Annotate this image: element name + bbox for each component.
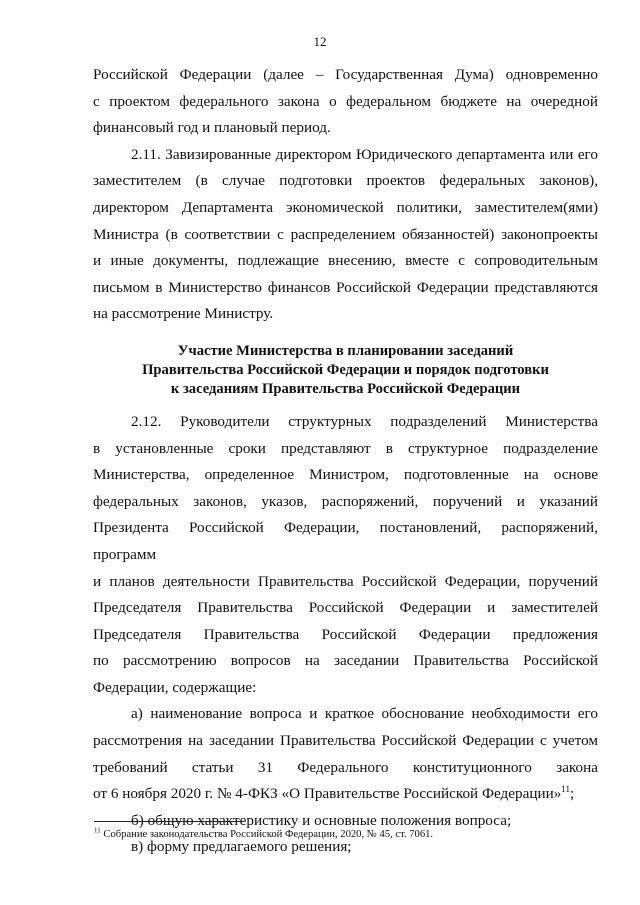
footnote-separator	[94, 821, 244, 822]
clause-2-11-line-5: и иные документы, подлежащие внесению, вместе с сопроводительным	[93, 252, 598, 270]
item-a-line-4-text: от 6 ноября 2020 г. № 4-ФКЗ «О Правительстве Российской Федерации»	[93, 785, 562, 803]
clause-2-12-line-3: Министерства, определенное Министром, подготовленные на основе	[93, 466, 598, 484]
clause-2-12-line-1: 2.12. Руководители структурных подразделений Министерства	[131, 412, 598, 430]
clause-2-12-line-9: по рассмотрению вопросов на заседании Правительства Российской	[93, 652, 598, 670]
footnote-marker: 11	[94, 826, 101, 835]
clause-2-12-line-2: в установленные сроки представляют в структурное подразделение	[93, 439, 598, 457]
clause-2-12-line-7: Председателя Правительства Российской Федерации и заместителей	[93, 599, 598, 617]
item-a-line-3: требований статьи 31 Федерального конституционного закона	[93, 758, 598, 776]
section-heading	[93, 342, 598, 399]
item-a-line-2: рассмотрения на заседании Правительства Российской Федерации с учетом	[93, 732, 598, 750]
section-heading-line-1: Участие Министерства в планировании заседаний	[177, 342, 514, 359]
clause-2-12-line-10: Федерации, содержащие:	[93, 678, 257, 696]
item-a-line-4-end: ;	[569, 785, 575, 803]
footnote-reference[interactable]: 11	[561, 784, 570, 795]
clause-2-11-line-2: заместителем (в случае подготовки проектов федеральных законов),	[93, 172, 598, 190]
clause-2-12-line-8: Председателя Правительства Российской Федерации предложения	[93, 625, 598, 643]
item-c: в) форму предлагаемого решения;	[131, 838, 352, 856]
clause-2-11-line-3: директором Департамента экономической политики, заместителем(ями)	[93, 198, 598, 216]
clause-2-12-line-6: и планов деятельности Правительства Российской Федерации, поручений	[93, 572, 598, 590]
intro-line-2: с проектом федерального закона о федеральном бюджете на очередной	[93, 92, 598, 110]
clause-2-11-line-4: Министра (в соответствии с распределением обязанностей) законопроекты	[93, 225, 598, 243]
footnote-text: Собрание законодательства Российской Федерации, 2020, № 45, ст. 7061.	[100, 829, 434, 840]
clause-2-12-line-4: федеральных законов, указов, распоряжений, поручений и указаний	[93, 492, 598, 510]
document-body	[93, 62, 598, 861]
item-a-line-4	[93, 781, 598, 808]
page-number: 12	[313, 34, 327, 49]
section-heading-line-2: Правительства Российской Федерации и порядок подготовки	[142, 361, 549, 378]
intro-line-3: финансовый год и плановый период.	[93, 119, 331, 137]
clause-2-12-line-5: Президента Российской Федерации, постановлений, распоряжений, программ	[93, 519, 598, 563]
clause-2-11-line-7: на рассмотрение Министру.	[93, 305, 274, 323]
section-heading-line-3: к заседаниям Правительства Российской Федерации	[170, 380, 521, 397]
clause-2-11-line-6: письмом в Министерство финансов Российской Федерации представляются	[93, 278, 598, 296]
clause-2-11-line-1: 2.11. Завизированные директором Юридического департамента или его	[131, 145, 598, 163]
intro-line-1: Российской Федерации (далее – Государственная Дума) одновременно	[93, 66, 598, 83]
item-a-line-1: а) наименование вопроса и краткое обоснование необходимости его	[131, 705, 598, 723]
footnote	[94, 826, 434, 840]
item-b: б) общую характеристику и основные положения вопроса;	[131, 811, 512, 829]
